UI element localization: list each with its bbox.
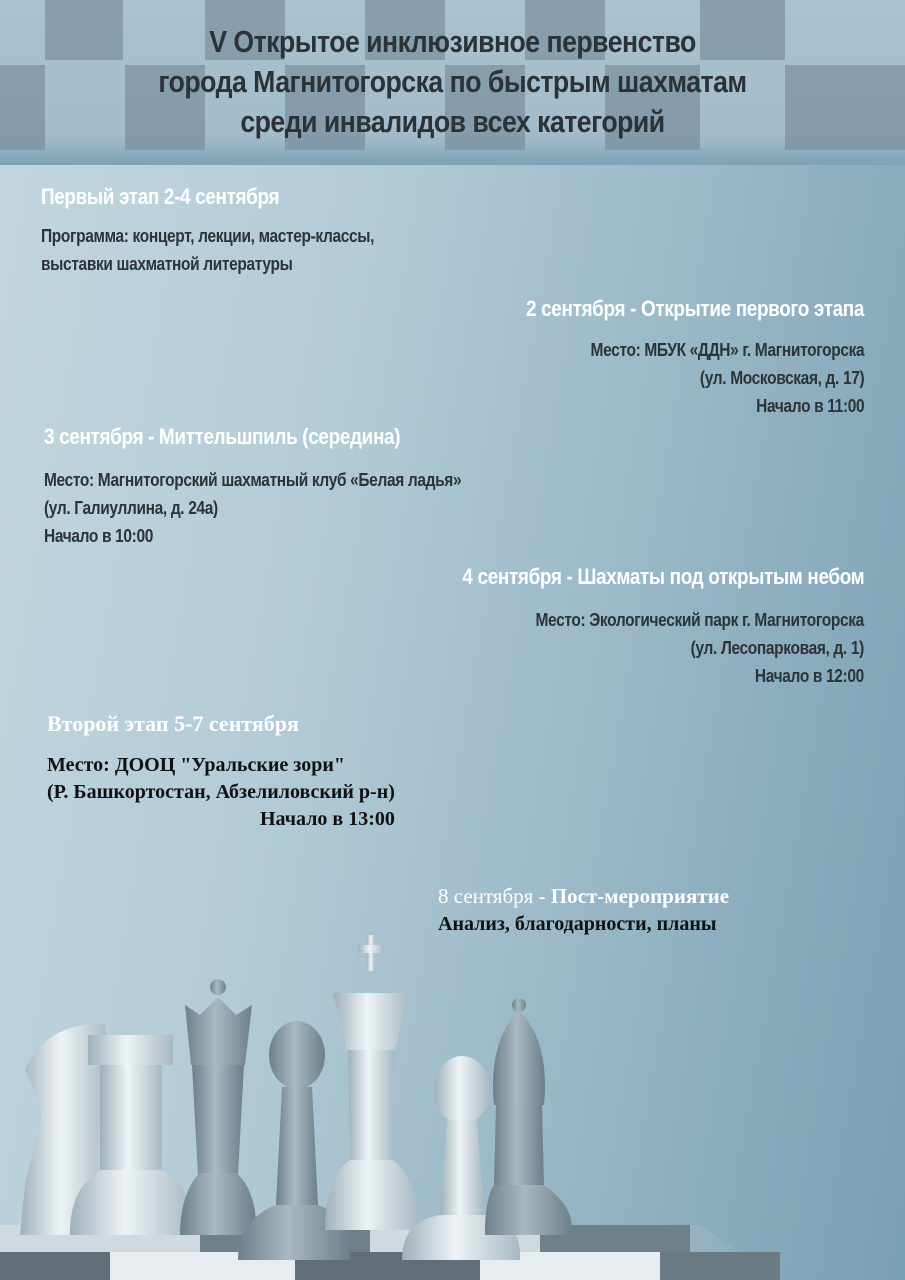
- chess-pieces-illustration: [0, 915, 905, 1280]
- king-piece-icon: [325, 935, 418, 1230]
- day1-details: [590, 336, 864, 420]
- post-event-title: Пост-мероприятие: [550, 884, 730, 908]
- day3-heading: 4 сентября - Шахматы под открытым небом: [462, 564, 864, 589]
- title-line-1: V Открытое инклюзивное первенство: [209, 24, 696, 59]
- stage1-program: [41, 222, 374, 278]
- day3-start: Начало в 12:00: [755, 666, 864, 686]
- poster-title: [63, 22, 841, 142]
- day2-heading: 3 сентября - Миттельшпиль (середина): [44, 424, 401, 449]
- day1-heading: 2 сентября - Открытие первого этапа: [525, 296, 864, 321]
- stage1-program-line-2: выставки шахматной литературы: [41, 254, 293, 274]
- post-event-date: 8 сентября -: [438, 884, 551, 908]
- day3-address: (ул. Лесопарковая, д. 1): [690, 638, 864, 658]
- stage1-program-line-1: Программа: концерт, лекции, мастер-классы,: [41, 226, 375, 246]
- post-event-heading: [438, 884, 729, 909]
- day2-place: Место: Магнитогорский шахматный клуб «Белая ладья»: [44, 470, 462, 490]
- day1-place: Место: МБУК «ДДН» г. Магнитогорска: [590, 340, 864, 360]
- day1-address: (ул. Московская, д. 17): [699, 368, 864, 388]
- title-line-3: среди инвалидов всех категорий: [240, 104, 665, 139]
- stage2-place: Место: ДООЦ "Уральские зори": [47, 754, 345, 776]
- post-event-description: Анализ, благодарности, планы: [438, 913, 717, 935]
- stage2-details: [47, 752, 395, 833]
- stage2-address: (Р. Башкортостан, Абзелиловский р-н): [47, 781, 395, 803]
- day1-start: Начало в 11:00: [755, 396, 864, 416]
- stage2-heading: Второй этап 5-7 сентября: [47, 711, 299, 736]
- day3-place: Место: Экологический парк г. Магнитогорска: [535, 610, 864, 630]
- stage1-heading: Первый этап 2-4 сентября: [41, 184, 280, 209]
- queen-piece-icon: [180, 979, 256, 1235]
- day2-details: [44, 466, 461, 550]
- stage2-start: Начало в 13:00: [260, 808, 395, 830]
- bishop-piece-icon: [485, 998, 572, 1235]
- day2-start: Начало в 10:00: [44, 526, 153, 546]
- day2-address: (ул. Галиуллина, д. 24а): [44, 498, 218, 518]
- day3-details: [536, 606, 864, 690]
- title-line-2: города Магнитогорска по быстрым шахматам: [158, 64, 747, 99]
